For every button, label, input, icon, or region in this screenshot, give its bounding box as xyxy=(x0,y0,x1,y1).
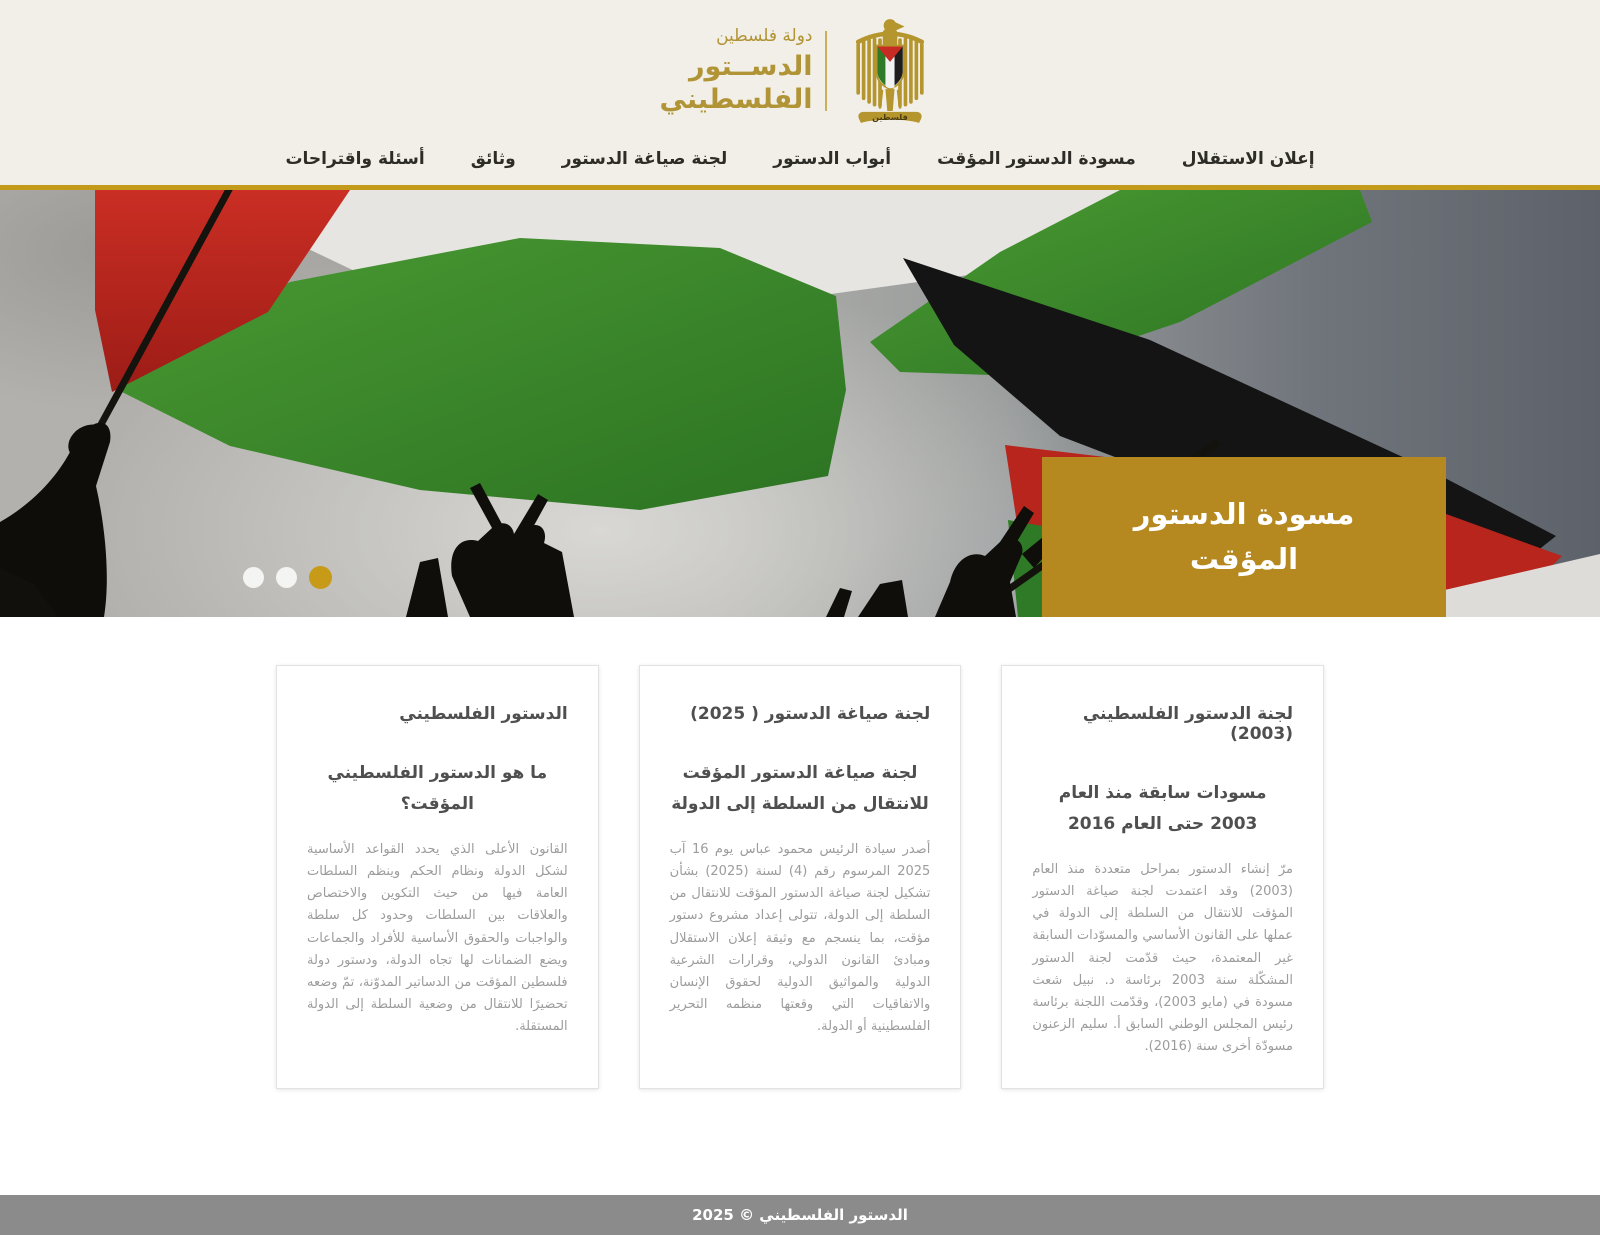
nav-item-draft-provisional-constitution[interactable]: مسودة الدستور المؤقت xyxy=(937,149,1136,169)
site-logo[interactable] xyxy=(0,0,1600,134)
card-body: مرّ إنشاء الدستور بمراحل متعددة منذ العام (2003) وقد اعتمدت لجنة صياغة الدستور المؤقت للانتقال من السلطة إلى الدولة في عملها على القانون الأساسي والمسوّدات السابقة غير المعتمدة، حيث قدّمت لجنة الدستور المشكّلة سنة 2003 برئاسة د. نبيل شعث مسودة في (مايو 2003)، وقدّمت اللجنة برئاسة رئيس المجلس الوطني السابق أ. سليم الزعنون مسودّة أخرى سنة (2016). xyxy=(1032,862,1293,1054)
hero-caption-line1: مسودة الدستور xyxy=(1133,497,1355,532)
card-title: لجنة الدستور الفلسطيني (2003) xyxy=(1082,704,1293,744)
logo-title-line2: الفلسطيني xyxy=(659,83,813,115)
site-header xyxy=(0,0,1600,190)
hero-caption-line2: المؤقت xyxy=(1189,542,1299,576)
card-drafting-committee-2025 xyxy=(639,665,962,1089)
nav-item-documents[interactable]: وثائق xyxy=(470,149,516,169)
carousel-dots xyxy=(243,566,332,589)
card-subtitle: مسودات سابقة منذ العام 2003 حتى العام 2016 xyxy=(1058,783,1267,834)
emblem-banner-text: فلسطين xyxy=(872,112,909,123)
card-subtitle: ما هو الدستور الفلسطيني المؤقت؟ xyxy=(327,763,548,814)
card-title: الدستور الفلسطيني xyxy=(399,704,568,724)
card-body: أصدر سيادة الرئيس محمود عباس يوم 16 آب 2025 المرسوم رقم (4) لسنة (2025) بشأن تشكيل لجنة صياغة الدستور المؤقت للانتقال من السلطة إلى الدولة، تتولى إعداد مشروع دستور مؤقت، بما ينسجم مع وثيقة إعلان الاستقلال ومبادئ القانون الدولي، وقرارات الشرعية الدولية والمواثيق الدولية لحقوق الإنسان والاتفاقيات التي وقعتها منظمه التحرير الفلسطينية أو الدولة. xyxy=(669,842,931,1034)
carousel-dot[interactable] xyxy=(243,567,264,588)
logo-title-line1: الدســتور xyxy=(688,51,813,83)
card-constitution-committee-2003 xyxy=(1001,665,1324,1089)
nav-item-drafting-committee[interactable]: لجنة صياغة الدستور xyxy=(561,149,728,169)
card-title: لجنة صياغة الدستور ( 2025) xyxy=(690,704,931,724)
site-footer xyxy=(0,1195,1600,1235)
logo-wordmark xyxy=(660,26,813,116)
nav-item-constitution-chapters[interactable]: أبواب الدستور xyxy=(773,149,892,169)
nav-item-questions-suggestions[interactable]: أسئلة واقتراحات xyxy=(285,149,425,169)
palestine-eagle-emblem-icon xyxy=(840,10,940,132)
cards-row xyxy=(276,665,1324,1089)
hero-slide-caption xyxy=(1042,457,1446,617)
logo-divider xyxy=(825,31,827,111)
carousel-dot[interactable] xyxy=(276,567,297,588)
card-body: القانون الأعلى الذي يحدد القواعد الأساسية لشكل الدولة ونظام الحكم وينظم السلطات العامة فيها من حيث التكوين والاختصاص والعلاقات بين السلطات وحدود كل سلطة والواجبات والحقوق الأساسية للأفراد والجماعات ويضع الضمانات لها تجاه الدولة، ودستور دولة فلسطين المؤقت من الدساتير المدوّنة، تمّ وضعه تحضيرًا للانتقال من وضعية السلطة إلى الدولة المستقلة. xyxy=(306,842,568,1034)
carousel-dot[interactable] xyxy=(309,566,332,589)
card-palestinian-constitution xyxy=(276,665,599,1089)
nav-item-declaration-of-independence[interactable]: إعلان الاستقلال xyxy=(1181,149,1315,169)
content-section xyxy=(0,617,1600,1089)
footer-copyright: الدستور الفلسطيني © 2025 xyxy=(692,1206,908,1225)
main-nav xyxy=(0,134,1600,184)
hero-carousel xyxy=(0,190,1600,617)
card-subtitle: لجنة صياغة الدستور المؤقت للانتقال من السلطة إلى الدولة xyxy=(671,763,929,814)
logo-state-label: دولة فلسطين xyxy=(716,26,813,47)
